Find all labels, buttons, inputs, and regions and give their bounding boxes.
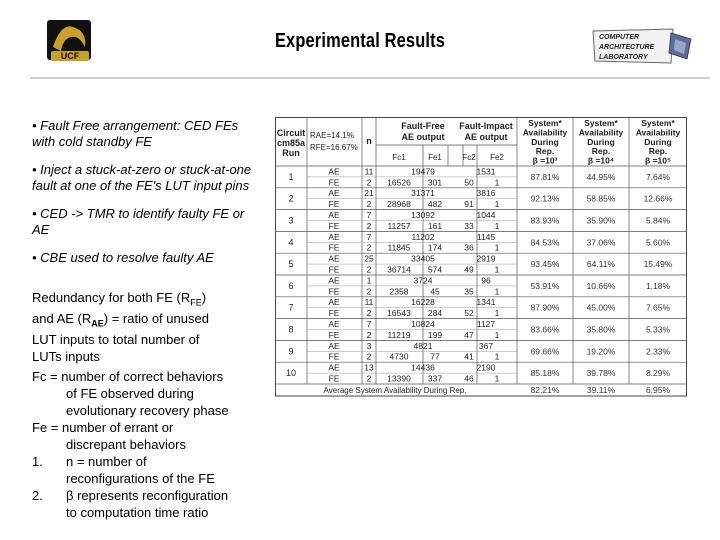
- footer-label: Average System Availability During Rep.: [323, 386, 467, 395]
- footer-availability: 82.21%: [530, 385, 560, 395]
- cell-fe2: 1: [494, 329, 500, 340]
- header-circuit: Run: [282, 148, 300, 158]
- cell-n: 2: [366, 308, 372, 319]
- cell-fe-label: FE: [328, 373, 340, 384]
- ucf-logo-text: UCF: [60, 51, 80, 61]
- results-table-svg: [275, 117, 687, 475]
- cell-fe1: 301: [427, 177, 443, 188]
- cell-availability: 53.91%: [530, 280, 560, 291]
- cell-availability: 37.06%: [586, 237, 616, 248]
- cell-n: 2: [366, 177, 372, 188]
- header-fc1: Fc1: [392, 153, 406, 162]
- cell-availability: 58.85%: [586, 193, 616, 204]
- cell-fault-free: 14436: [411, 362, 435, 373]
- cell-fe2: 1: [494, 286, 500, 297]
- cell-fe1: 199: [427, 329, 443, 340]
- cell-availability: 19.20%: [586, 346, 616, 357]
- cell-fault-free: 33405: [411, 253, 435, 264]
- redundancy-definition: [32, 290, 257, 365]
- cell-availability: 92.13%: [530, 193, 560, 204]
- cell-ae-label: AE: [328, 253, 340, 264]
- cell-fe2: 1: [494, 199, 500, 210]
- cell-availability: 35.80%: [586, 324, 616, 335]
- redundancy-subscript: AE: [91, 318, 104, 329]
- redundancy-text: Redundancy for both FE (R: [32, 290, 191, 305]
- cell-fc1: 13390: [387, 373, 411, 384]
- cell-availability: 12.66%: [643, 193, 673, 204]
- cell-fe1: 161: [427, 220, 443, 231]
- cell-n: 2: [366, 329, 372, 340]
- cell-run: 4: [288, 237, 294, 248]
- cell-fc2: 46: [464, 373, 474, 384]
- definition-item-text: to computation time ratio: [66, 505, 209, 520]
- cell-fc2: 36: [464, 242, 474, 253]
- cell-fault-impact: 2919: [476, 253, 496, 264]
- header-availability: Availability: [635, 127, 681, 138]
- definition-item-number: 2.: [32, 488, 43, 503]
- cell-fe2: 1: [494, 220, 500, 231]
- cell-ae-label: AE: [328, 188, 340, 199]
- cell-n: 2: [366, 199, 372, 210]
- definition-fc: Fc = number of correct behaviors: [32, 369, 224, 384]
- header-fault-free: Fault-Free: [401, 121, 445, 131]
- cell-fe1: 482: [427, 199, 443, 210]
- cell-fault-impact: 96: [481, 275, 491, 286]
- cell-fe-label: FE: [328, 199, 340, 210]
- cell-fc1: 36714: [387, 264, 411, 275]
- cell-fe-label: FE: [328, 329, 340, 340]
- definition-item: [32, 487, 262, 504]
- cell-fe-label: FE: [328, 220, 340, 231]
- cell-fc2: 41: [464, 351, 474, 362]
- definition-fc-cont: evolutionary recovery phase: [66, 403, 229, 418]
- definition-item: [32, 453, 262, 470]
- cell-fe1: 45: [430, 286, 440, 297]
- cell-fe2: 1: [494, 351, 500, 362]
- definition-item-text: β represents reconfiguration: [66, 488, 229, 503]
- cell-fc1: 16543: [387, 308, 411, 319]
- cell-run: 9: [288, 346, 294, 357]
- cell-availability: 85.18%: [530, 368, 560, 379]
- cell-run: 6: [288, 280, 294, 291]
- cell-fc1: 11845: [387, 242, 411, 253]
- cell-n: 13: [364, 362, 374, 373]
- cell-n: 1: [366, 275, 372, 286]
- cell-run: 10: [285, 368, 297, 379]
- header-availability: β =10⁵: [645, 155, 671, 166]
- header-availability: Availability: [578, 127, 624, 138]
- header-availability: During: [644, 136, 672, 147]
- cell-fe-label: FE: [328, 308, 340, 319]
- cell-ae-label: AE: [328, 210, 340, 220]
- redundancy-text: ): [201, 290, 207, 305]
- definition-fe-cont: discrepant behaviors: [66, 437, 186, 452]
- cell-n: 7: [366, 319, 372, 329]
- cell-run: 7: [288, 302, 294, 313]
- cell-availability: 87.81%: [530, 171, 560, 182]
- cell-fe-label: FE: [328, 177, 340, 188]
- cell-fe2: 1: [494, 373, 500, 384]
- cell-availability: 2.33%: [645, 346, 671, 357]
- cell-fault-free: 10824: [411, 319, 435, 329]
- cell-fe-label: FE: [328, 264, 340, 275]
- cell-fc2: 49: [464, 264, 474, 275]
- header-n: n: [366, 136, 372, 146]
- cell-availability: 69.66%: [530, 346, 560, 357]
- cell-fault-free: 3724: [413, 275, 433, 286]
- definition-item-text: reconfigurations of the FE: [66, 471, 215, 486]
- cell-fe2: 1: [494, 177, 500, 188]
- cell-fault-impact: 1044: [476, 210, 496, 220]
- cell-fe2: 1: [494, 264, 500, 275]
- cell-ae-label: AE: [328, 166, 340, 177]
- header-availability: System*: [641, 118, 675, 128]
- cell-availability: 39.78%: [586, 368, 616, 379]
- header-rae: RAE=14.1%: [310, 131, 354, 140]
- header-fault-impact: AE output: [464, 132, 508, 142]
- title-divider: [30, 77, 710, 79]
- cell-ae-label: AE: [328, 319, 340, 329]
- cell-fault-free: 16228: [411, 297, 435, 308]
- slide-title: Experimental Results: [274, 30, 446, 52]
- header-availability: Rep.: [535, 146, 555, 157]
- cell-availability: 1.18%: [645, 280, 671, 291]
- cell-n: 2: [366, 242, 372, 253]
- cal-logo-line-2: ARCHITECTURE: [599, 44, 655, 51]
- cell-n: 7: [366, 231, 372, 242]
- cell-fault-free: 31371: [411, 188, 435, 199]
- header-availability: Rep.: [648, 146, 668, 157]
- cell-run: 5: [288, 259, 294, 270]
- header-circuit: Circuit: [276, 128, 306, 138]
- bullet-item: • CBE used to resolve faulty AE: [32, 250, 214, 265]
- header-fe1: Fe1: [428, 153, 442, 162]
- cell-availability: 44.95%: [586, 171, 616, 182]
- redundancy-text: and AE (R: [32, 311, 92, 327]
- cell-availability: 83.66%: [530, 324, 560, 335]
- cell-fault-impact: 2190: [476, 362, 496, 373]
- definition-fe: Fe = number of errant or: [32, 420, 174, 435]
- header-availability: During: [587, 136, 615, 147]
- bullet-list: [32, 118, 264, 278]
- cell-fe1: 284: [427, 308, 443, 319]
- header-availability: β =10³: [532, 155, 558, 166]
- cell-n: 2: [366, 373, 372, 384]
- header-availability: During: [531, 136, 559, 147]
- cell-fault-free: 11202: [411, 231, 435, 242]
- cell-n: 2: [366, 264, 372, 275]
- bullet-item: • Inject a stuck-at-zero or stuck-at-one fault at one of the FE's LUT input pins: [32, 162, 252, 193]
- cell-fc2: 33: [464, 220, 474, 231]
- cell-fe-label: FE: [328, 351, 340, 362]
- cell-fe-label: FE: [328, 286, 340, 297]
- definitions: [32, 368, 262, 521]
- cell-fe2: 1: [494, 308, 500, 319]
- bullet-item: • Fault Free arrangement: CED FEs with cold standby FE: [32, 118, 239, 149]
- footer-availability: 6.95%: [645, 385, 671, 395]
- cell-ae-label: AE: [328, 297, 340, 308]
- cell-fe1: 77: [430, 351, 440, 362]
- cell-n: 3: [366, 340, 372, 351]
- cell-ae-label: AE: [328, 340, 340, 351]
- cell-run: 3: [288, 215, 294, 226]
- cell-availability: 84.53%: [530, 237, 560, 248]
- cell-n: 11: [364, 166, 374, 177]
- cell-fc2: 35: [464, 286, 474, 297]
- cell-n: 2: [366, 351, 372, 362]
- cell-availability: 93.45%: [530, 259, 560, 270]
- cell-availability: 10.66%: [586, 280, 616, 291]
- cell-n: 21: [364, 188, 374, 199]
- header-availability: Availability: [522, 127, 568, 138]
- header-availability: System*: [528, 118, 562, 128]
- cell-availability: 35.90%: [586, 215, 616, 226]
- cell-ae-label: AE: [328, 362, 340, 373]
- cell-availability: 5.33%: [645, 324, 671, 335]
- cell-fc1: 11257: [387, 220, 411, 231]
- cell-run: 1: [288, 171, 294, 182]
- cell-ae-label: AE: [328, 231, 340, 242]
- cal-logo-line-1: COMPUTER: [599, 34, 640, 41]
- definition-fc-cont: of FE observed during: [66, 386, 194, 401]
- header-rfe: RFE=16.67%: [310, 143, 358, 152]
- header-availability: Rep.: [591, 146, 611, 157]
- header-availability: System*: [584, 118, 618, 128]
- definition-item-number: 1.: [32, 454, 43, 469]
- cell-fault-impact: 1127: [476, 319, 496, 329]
- cell-run: 8: [288, 324, 294, 335]
- cell-fault-impact: 367: [478, 340, 494, 351]
- header-fault-free: AE output: [401, 132, 445, 142]
- cell-fe1: 574: [427, 264, 443, 275]
- cell-fault-impact: 1341: [476, 297, 496, 308]
- cell-fc1: 16526: [387, 177, 411, 188]
- definition-item-text: n = number of: [66, 454, 147, 469]
- cell-fe1: 337: [427, 373, 443, 384]
- cell-availability: 7.65%: [645, 302, 671, 313]
- cell-fault-impact: 1531: [476, 166, 496, 177]
- cell-n: 11: [364, 297, 374, 308]
- cell-fc2: 47: [464, 329, 474, 340]
- cell-availability: 8.29%: [645, 368, 671, 379]
- cell-fault-free: 19479: [411, 166, 435, 177]
- cell-fc2: 52: [464, 308, 474, 319]
- header-availability: β =10⁴: [587, 155, 615, 166]
- bullet-item: • CED -> TMR to identify faulty FE or AE: [32, 206, 245, 237]
- cell-availability: 83.93%: [530, 215, 560, 226]
- cell-n: 25: [364, 253, 374, 264]
- cell-fe-label: FE: [328, 242, 340, 253]
- cal-logo-line-3: LABORATORY: [599, 54, 648, 61]
- redundancy-text: ) = ratio of unused: [103, 311, 209, 327]
- cell-n: 2: [366, 220, 372, 231]
- cell-fc2: 91: [464, 199, 474, 210]
- cell-availability: 64.11%: [586, 259, 616, 270]
- cell-availability: 87.90%: [530, 302, 560, 313]
- header-fe2: Fe2: [490, 153, 504, 162]
- cell-availability: 5.84%: [645, 215, 671, 226]
- cell-fault-impact: 1145: [476, 231, 496, 242]
- redundancy-text: LUT inputs to total number of: [32, 332, 200, 348]
- cell-availability: 7.64%: [645, 171, 671, 182]
- header-fc2: Fc2: [462, 153, 476, 162]
- cell-availability: 5.60%: [645, 237, 671, 248]
- cell-n: 2: [366, 286, 372, 297]
- cell-fe1: 174: [427, 242, 443, 253]
- cell-fault-free: 4821: [413, 340, 433, 351]
- cal-logo: [591, 27, 693, 65]
- cell-fc1: 11219: [387, 329, 411, 340]
- cell-fc2: 50: [464, 177, 474, 188]
- cell-availability: 45.00%: [586, 302, 616, 313]
- cell-fc1: 2358: [389, 286, 409, 297]
- redundancy-subscript: FE: [190, 297, 202, 308]
- cell-n: 7: [366, 210, 372, 220]
- cell-fc1: 4730: [389, 351, 409, 362]
- redundancy-text: LUTs inputs: [32, 348, 100, 364]
- cell-run: 2: [288, 193, 294, 204]
- cell-fe2: 1: [494, 242, 500, 253]
- footer-availability: 39.11%: [586, 385, 616, 395]
- cell-fc1: 28968: [387, 199, 411, 210]
- cell-fault-free: 13092: [411, 210, 435, 220]
- header-circuit: cm85a: [276, 138, 306, 148]
- results-table: [275, 117, 687, 480]
- header-fault-impact: Fault-Impact: [459, 121, 513, 131]
- cell-fault-impact: 3816: [476, 188, 496, 199]
- cell-ae-label: AE: [328, 275, 340, 286]
- cell-availability: 15.49%: [643, 259, 673, 270]
